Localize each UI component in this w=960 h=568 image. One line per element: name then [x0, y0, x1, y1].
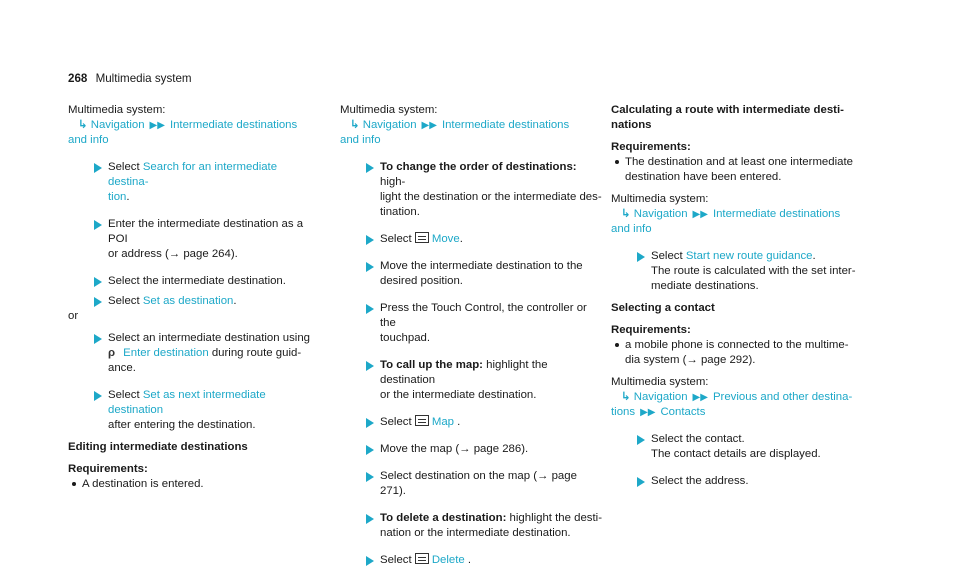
step-enter-destination-key: Select an intermediate destination using ρ Enter destination during route guid- ance. — [68, 331, 318, 376]
path-intermediate-destinations[interactable]: Intermediate destinations — [169, 119, 298, 131]
step-arrow-icon — [94, 334, 102, 344]
step-start-route-guidance: Select Start new route guidance. The route is calculated with the set inter- mediate destinations. — [611, 249, 873, 294]
menu-intro: Multimedia system: — [68, 104, 166, 116]
path-separator-icon: ▶▶ — [640, 407, 656, 418]
step-set-next-intermediate: Select Set as next intermediate destination after entering the destination. — [68, 388, 318, 433]
step-move-destination: Move the intermediate destination to the desired position. — [340, 259, 602, 289]
menu-list-icon — [415, 232, 429, 243]
menu-path — [68, 118, 318, 133]
step-move-map: Move the map (→ page 286). — [340, 442, 602, 457]
step-arrow-icon — [637, 435, 645, 445]
step-arrow-icon — [94, 297, 102, 307]
requirement-item: a mobile phone is connected to the multime- dia system (→ page 292). — [611, 338, 873, 368]
step-arrow-icon — [366, 445, 374, 455]
bullet-icon — [615, 160, 619, 164]
path-separator-icon: ▶▶ — [421, 120, 437, 131]
path-intermediate-destinations[interactable]: Intermediate destinations — [441, 119, 570, 131]
step-arrow-icon — [366, 361, 374, 371]
column-middle — [340, 103, 602, 568]
path-arrow-icon: ↳ — [621, 391, 631, 403]
step-set-as-destination: Select Set as destination. — [68, 294, 318, 309]
step-arrow-icon — [366, 418, 374, 428]
path-and-info[interactable]: and info — [340, 134, 381, 146]
bullet-icon — [615, 343, 619, 347]
link-move[interactable]: Move — [431, 233, 460, 245]
section-heading-editing: Editing intermediate destinations — [68, 441, 248, 453]
search-key-icon: ρ — [108, 347, 116, 359]
path-continuation: tions ▶▶ Contacts — [611, 406, 706, 418]
step-arrow-icon — [366, 472, 374, 482]
menu-path — [611, 390, 873, 405]
path-and-info[interactable]: and info — [611, 223, 652, 235]
requirements-label: Requirements: — [611, 324, 691, 336]
step-select-intermediate: Select the intermediate destination. — [68, 274, 318, 289]
step-arrow-icon — [366, 556, 374, 566]
step-change-order: To change the order of destinations: high- light the destination or the intermediate des- tination. — [340, 160, 602, 220]
path-and-info[interactable]: and info — [68, 134, 109, 146]
menu-intro: Multimedia system: — [611, 193, 709, 205]
link-set-next-intermediate[interactable]: Set as next intermediate destination — [108, 389, 266, 416]
path-arrow-icon: ↳ — [621, 208, 631, 220]
step-select-address: Select the address. — [611, 474, 873, 489]
step-arrow-icon — [94, 163, 102, 173]
step-arrow-icon — [637, 477, 645, 487]
link-search-intermediate[interactable]: Search for an intermediate destina- — [108, 161, 278, 188]
path-intermediate-destinations[interactable]: Intermediate destinations — [712, 208, 841, 220]
page-number: 268 — [68, 72, 88, 85]
page-header-title: Multimedia system — [95, 72, 192, 85]
page-header — [68, 71, 192, 86]
requirement-item: A destination is entered. — [68, 477, 318, 492]
step-arrow-icon — [94, 391, 102, 401]
step-arrow-icon — [366, 304, 374, 314]
path-arrow-icon: ↳ — [78, 119, 88, 131]
menu-intro: Multimedia system: — [340, 104, 438, 116]
path-navigation[interactable]: Navigation — [633, 391, 688, 403]
menu-intro: Multimedia system: — [611, 376, 709, 388]
step-select-move: Select Move. — [340, 232, 602, 247]
path-arrow-icon: ↳ — [350, 119, 360, 131]
link-enter-destination[interactable]: Enter destination — [123, 347, 209, 359]
section-heading-contact: Selecting a contact — [611, 302, 715, 314]
step-arrow-icon — [366, 235, 374, 245]
step-arrow-icon — [366, 262, 374, 272]
link-set-as-destination[interactable]: Set as destination — [142, 295, 234, 307]
step-arrow-icon — [637, 252, 645, 262]
requirement-item: The destination and at least one intermediate destination have been entered. — [611, 155, 873, 185]
step-select-contact: Select the contact. The contact details are displayed. — [611, 432, 873, 462]
step-select-delete: Select Delete . — [340, 553, 602, 568]
bullet-icon — [72, 482, 76, 486]
step-delete-destination: To delete a destination: highlight the desti- nation or the intermediate destination. — [340, 511, 602, 541]
column-right — [611, 103, 873, 489]
link-start-new-route-guidance[interactable]: Start new route guidance — [685, 250, 813, 262]
path-navigation[interactable]: Navigation — [362, 119, 417, 131]
menu-list-icon — [415, 553, 429, 564]
section-heading-calculating: Calculating a route with intermediate desti- nations — [611, 104, 844, 131]
step-enter-destination: Enter the intermediate destination as a POI or address (→ page 264). — [68, 217, 318, 262]
step-select-on-map: Select destination on the map (→ page 271). — [340, 469, 602, 499]
path-navigation[interactable]: Navigation — [90, 119, 145, 131]
menu-list-icon — [415, 415, 429, 426]
path-navigation[interactable]: Navigation — [633, 208, 688, 220]
column-left — [68, 103, 318, 492]
step-arrow-icon — [94, 220, 102, 230]
step-select-search: Select Search for an intermediate destina- tion. — [68, 160, 318, 205]
or-text: or — [68, 310, 79, 322]
menu-path — [611, 207, 873, 222]
menu-path — [340, 118, 602, 133]
link-delete[interactable]: Delete — [431, 554, 465, 566]
path-separator-icon: ▶▶ — [692, 209, 708, 220]
step-arrow-icon — [94, 277, 102, 287]
path-separator-icon: ▶▶ — [149, 120, 165, 131]
step-arrow-icon — [366, 514, 374, 524]
step-arrow-icon — [366, 163, 374, 173]
path-previous-destinations[interactable]: Previous and other destina- — [712, 391, 853, 403]
step-call-map: To call up the map: highlight the destination or the intermediate destination. — [340, 358, 602, 403]
path-contacts[interactable]: Contacts — [660, 406, 706, 418]
step-select-map: Select Map . — [340, 415, 602, 430]
requirements-label: Requirements: — [68, 463, 148, 475]
step-press-controller: Press the Touch Control, the controller or the touchpad. — [340, 301, 602, 346]
link-map[interactable]: Map — [431, 416, 454, 428]
path-separator-icon: ▶▶ — [692, 392, 708, 403]
requirements-label: Requirements: — [611, 141, 691, 153]
